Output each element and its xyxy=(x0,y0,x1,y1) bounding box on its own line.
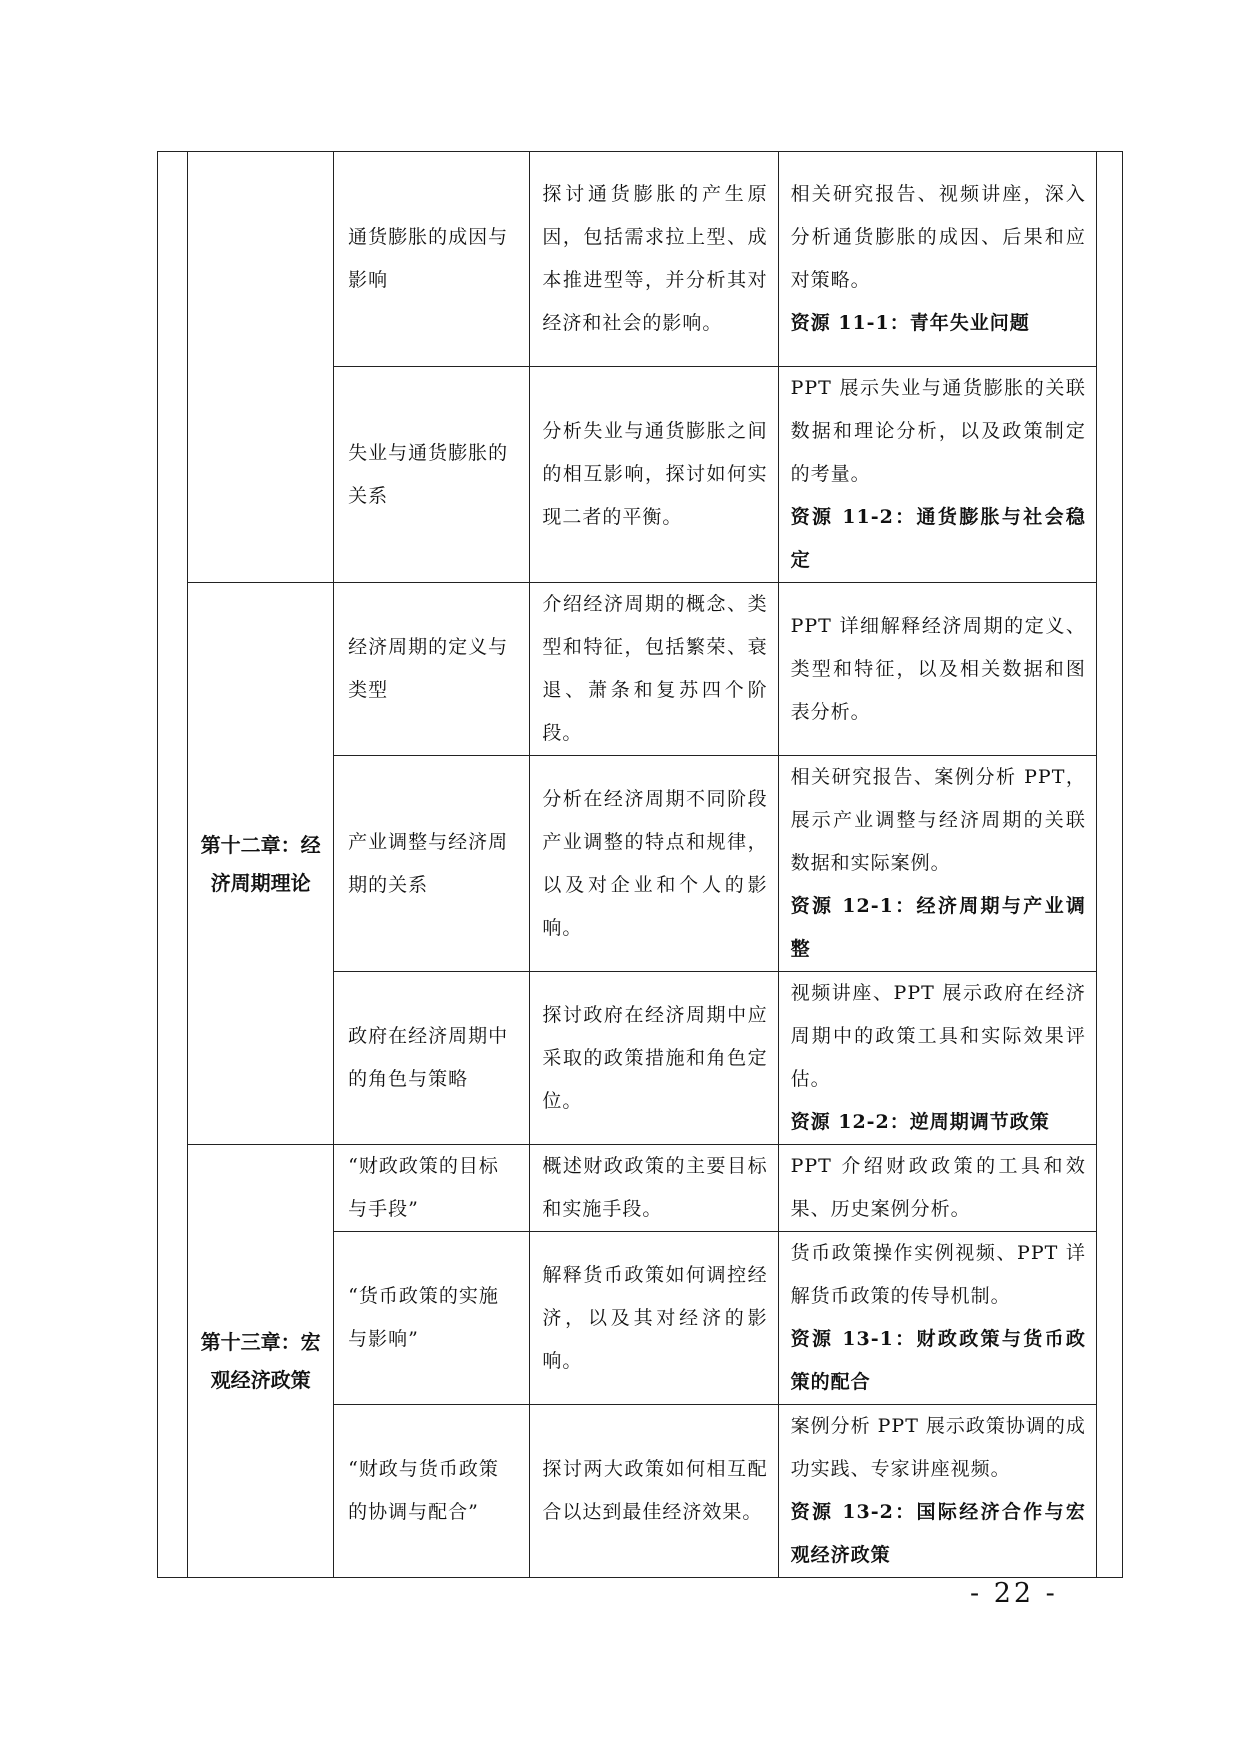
chapter-cell: 第十三章：宏观经济政策 xyxy=(188,1145,334,1578)
table-row xyxy=(158,583,1123,756)
description-cell: 探讨通货膨胀的产生原因，包括需求拉上型、成本推进型等，并分析其对经济和社会的影响。 xyxy=(530,152,778,367)
resource-text: 案例分析 PPT 展示政策协调的成功实践、专家讲座视频。 xyxy=(790,1415,1086,1480)
resource-link[interactable]: 资源 13-2：国际经济合作与宏观经济政策 xyxy=(790,1501,1086,1566)
description-cell: 解释货币政策如何调控经济，以及其对经济的影响。 xyxy=(530,1232,778,1405)
table-row xyxy=(158,152,1123,367)
topic-cell: “财政政策的目标与手段” xyxy=(334,1145,530,1232)
left-margin-column xyxy=(158,152,188,1578)
resource-cell xyxy=(778,756,1096,972)
resource-text: PPT 介绍财政政策的工具和效果、历史案例分析。 xyxy=(790,1155,1086,1220)
chapter-cell: 第十二章：经济周期理论 xyxy=(188,583,334,1145)
topic-cell: 通货膨胀的成因与影响 xyxy=(334,152,530,367)
description-cell: 概述财政政策的主要目标和实施手段。 xyxy=(530,1145,778,1232)
topic-cell: 经济周期的定义与类型 xyxy=(334,583,530,756)
page-number: - 22 - xyxy=(970,1578,1058,1609)
topic-cell: “财政与货币政策的协调与配合” xyxy=(334,1405,530,1578)
resource-link[interactable]: 资源 12-2：逆周期调节政策 xyxy=(790,1111,1050,1133)
resource-text: 货币政策操作实例视频、PPT 详解货币政策的传导机制。 xyxy=(790,1242,1086,1307)
description-cell: 分析在经济周期不同阶段产业调整的特点和规律，以及对企业和个人的影响。 xyxy=(530,756,778,972)
resource-cell xyxy=(778,972,1096,1145)
resource-cell xyxy=(778,367,1096,583)
resource-text: 相关研究报告、视频讲座，深入分析通货膨胀的成因、后果和应对策略。 xyxy=(790,183,1086,291)
description-cell: 探讨政府在经济周期中应采取的政策措施和角色定位。 xyxy=(530,972,778,1145)
description-cell: 分析失业与通货膨胀之间的相互影响，探讨如何实现二者的平衡。 xyxy=(530,367,778,583)
topic-cell: “货币政策的实施与影响” xyxy=(334,1232,530,1405)
resource-text: 相关研究报告、案例分析 PPT，展示产业调整与经济周期的关联数据和实际案例。 xyxy=(790,766,1086,874)
course-resource-table xyxy=(157,151,1123,1578)
resource-link[interactable]: 资源 13-1：财政政策与货币政策的配合 xyxy=(790,1328,1086,1393)
topic-cell: 失业与通货膨胀的关系 xyxy=(334,367,530,583)
description-cell: 介绍经济周期的概念、类型和特征，包括繁荣、衰退、萧条和复苏四个阶段。 xyxy=(530,583,778,756)
chapter-cell-continued xyxy=(188,152,334,583)
resource-link[interactable]: 资源 11-1：青年失业问题 xyxy=(790,312,1030,334)
resource-cell xyxy=(778,1405,1096,1578)
resource-text: 视频讲座、PPT 展示政府在经济周期中的政策工具和实际效果评估。 xyxy=(790,982,1086,1090)
resource-cell xyxy=(778,1145,1096,1232)
resource-cell xyxy=(778,583,1096,756)
right-margin-column xyxy=(1096,152,1122,1578)
resource-link[interactable]: 资源 12-1：经济周期与产业调整 xyxy=(790,895,1086,960)
resource-cell xyxy=(778,152,1096,367)
table-row xyxy=(158,1145,1123,1232)
resource-text: PPT 详细解释经济周期的定义、类型和特征，以及相关数据和图表分析。 xyxy=(790,614,1086,723)
description-cell: 探讨两大政策如何相互配合以达到最佳经济效果。 xyxy=(530,1405,778,1578)
topic-cell: 产业调整与经济周期的关系 xyxy=(334,756,530,972)
topic-cell: 政府在经济周期中的角色与策略 xyxy=(334,972,530,1145)
resource-cell xyxy=(778,1232,1096,1405)
resource-link[interactable]: 资源 11-2：通货膨胀与社会稳定 xyxy=(790,506,1086,571)
resource-text: PPT 展示失业与通货膨胀的关联数据和理论分析，以及政策制定的考量。 xyxy=(790,377,1086,485)
